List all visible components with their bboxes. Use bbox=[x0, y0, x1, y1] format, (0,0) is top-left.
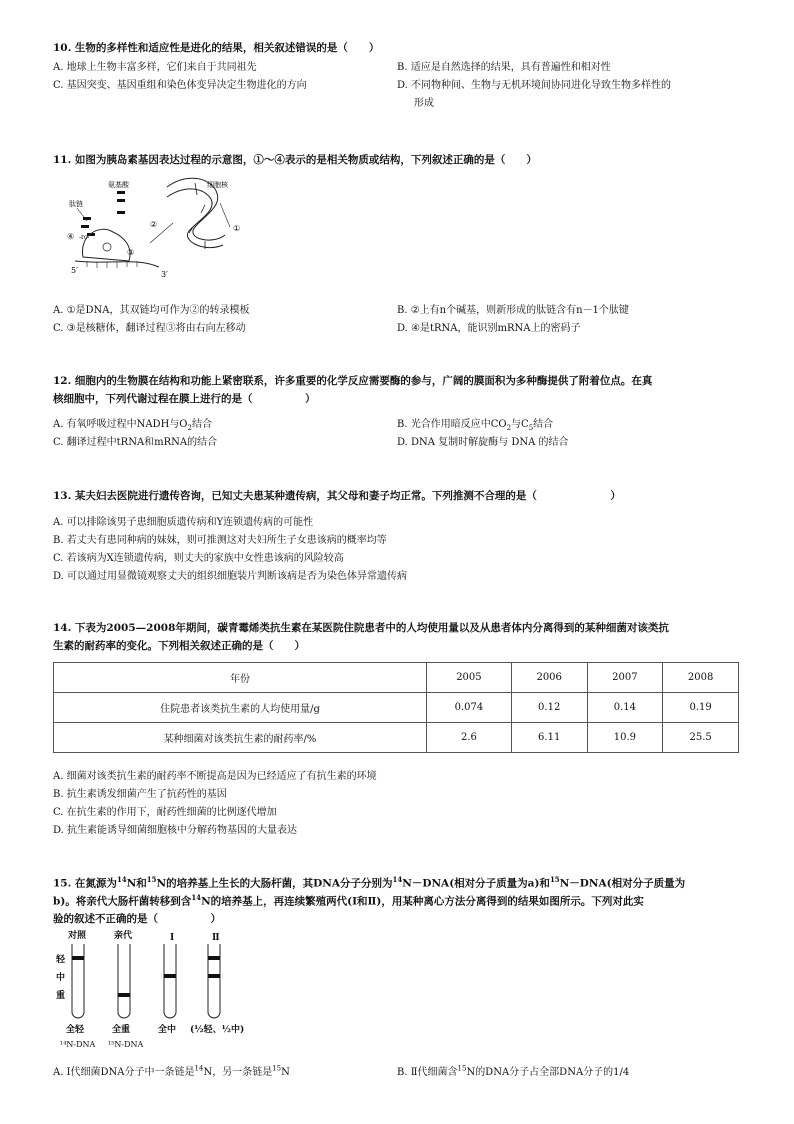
q10-option-c: C. 基因突变、基因重组和染色体变异决定生物进化的方向 bbox=[53, 80, 307, 91]
q13-option-b: B. 若丈夫有患同种病的妹妹，则可推测这对夫妇所生子女患该病的概率均等 bbox=[53, 535, 387, 546]
q14-option-d: D. 抗生素能诱导细菌细胞核中分解药物基因的大量表达 bbox=[53, 825, 298, 836]
col-control: 对照 bbox=[68, 931, 87, 941]
q12-option-c: C. 翻译过程中tRNA和mRNA的结合 bbox=[53, 437, 218, 448]
q10-option-a: A. 地球上生物丰富多样，它们来自于共同祖先 bbox=[53, 62, 257, 73]
label-3prime: 3′ bbox=[161, 270, 168, 279]
col-parent: 亲代 bbox=[114, 931, 133, 941]
q10-option-d-cont: 形成 bbox=[414, 98, 434, 109]
q12-option-b: B. 光合作用暗反应中$CO_2$与$C_5$结合 bbox=[397, 419, 554, 432]
q15-stem-cont: b)。将亲代大肠杆菌转移到含$^{14}$N的培养基上，再连续繁殖两代(Ⅰ和Ⅱ)，用某种离心方法分离得到的结果如图所示。下列对此实 bbox=[53, 893, 644, 908]
table-cell: 10.9 bbox=[587, 723, 663, 753]
table-header-cell: 2005 bbox=[427, 663, 512, 693]
q11-option-d: D. ④是tRNA，能识别mRNA上的密码子 bbox=[397, 323, 581, 334]
q10-stem: 10. 生物的多样性和适应性是进化的结果，相关叙述错误的是（ ） bbox=[53, 42, 380, 54]
q14-stem: 14. 下表为2005—2008年期间，碳青霉烯类抗生素在某医院住院患者中的人均使用量以及从患者体内分离得到的某种细菌对该类抗 bbox=[53, 622, 669, 634]
result-mix: (½轻、½中) bbox=[190, 1025, 245, 1035]
label-14n-dna: ¹⁴N-DNA bbox=[60, 1040, 96, 1049]
q10-option-b: B. 适应是自然选择的结果，具有普遍性和相对性 bbox=[397, 62, 611, 73]
svg-text:-rc-: -rc- bbox=[79, 234, 90, 241]
label-5prime: 5′ bbox=[71, 266, 78, 275]
label-1: ① bbox=[233, 224, 241, 233]
q15-option-a: A. Ⅰ代细菌DNA分子中一条链是$^{14}$N，另一条链是$^{15}$N bbox=[53, 1064, 290, 1078]
table-row bbox=[54, 693, 739, 723]
q11-option-b: B. ②上有n个碱基，则新形成的肽链含有n－1个肽键 bbox=[397, 305, 629, 316]
q15-stem-cont2: 验的叙述不正确的是（ ） bbox=[53, 913, 221, 925]
label-2: ② bbox=[150, 220, 158, 229]
q11-stem: 11. 如图为胰岛素基因表达过程的示意图，①～④表示的是相关物质或结构，下列叙述正确的是（ ） bbox=[53, 154, 537, 166]
label-4: ④ bbox=[67, 232, 75, 241]
q15-stem: 15. 在氮源为$^{14}$N和$^{15}$N的培养基上生长的大肠杆菌，其DNA分子分别为$^{14}$N－DNA(相对分子质量为a)和$^{15}$N－DNA(相对分子质量为 bbox=[53, 875, 686, 890]
centrifuge-figure bbox=[52, 926, 252, 1050]
q12-stem-cont: 核细胞中，下列代谢过程在膜上进行的是（ ） bbox=[53, 393, 316, 405]
table-cell: 25.5 bbox=[663, 723, 739, 753]
antibiotic-table bbox=[53, 662, 739, 753]
gene-expression-figure bbox=[55, 175, 255, 285]
table-cell: 某种细菌对该类抗生素的耐药率/% bbox=[54, 723, 427, 753]
band-control-light bbox=[72, 956, 84, 960]
band-gen1-medium bbox=[164, 974, 176, 978]
row-light: 轻 bbox=[56, 955, 66, 965]
q12-option-d: D. DNA 复制时解旋酶与 DNA 的结合 bbox=[397, 437, 569, 448]
row-heavy: 重 bbox=[56, 991, 66, 1001]
label-amino-acid: 氨基酸 bbox=[108, 181, 129, 189]
result-all-heavy: 全重 bbox=[112, 1025, 131, 1035]
q14-option-b: B. 抗生素诱发细菌产生了抗药性的基因 bbox=[53, 789, 227, 800]
table-cell: 6.11 bbox=[511, 723, 587, 753]
q11-option-a: A. ①是DNA，其双链均可作为②的转录模板 bbox=[53, 305, 250, 316]
table-row bbox=[54, 723, 739, 753]
q12-stem: 12. 细胞内的生物膜在结构和功能上紧密联系，许多重要的化学反应需要酶的参与，广阔的膜面积为多种酶提供了附着位点。在真 bbox=[53, 375, 653, 387]
col-gen2: Ⅱ bbox=[212, 933, 220, 943]
ribosome-icon bbox=[82, 229, 130, 261]
label-3: ③ bbox=[127, 248, 135, 257]
label-nucleus: 细胞核 bbox=[207, 181, 228, 189]
q10-option-d: D. 不同物种间、生物与无机环境间协同进化导致生物多样性的 bbox=[397, 80, 672, 91]
table-header-cell: 年份 bbox=[54, 663, 427, 693]
col-gen1: Ⅰ bbox=[170, 933, 175, 943]
table-cell: 0.14 bbox=[587, 693, 663, 723]
table-cell: 住院患者该类抗生素的人均使用量/g bbox=[54, 693, 427, 723]
q14-option-c: C. 在抗生素的作用下，耐药性细菌的比例逐代增加 bbox=[53, 807, 277, 818]
table-cell: 2.6 bbox=[427, 723, 512, 753]
table-header-cell: 2006 bbox=[511, 663, 587, 693]
result-all-light: 全轻 bbox=[66, 1025, 85, 1035]
table-header-cell: 2007 bbox=[587, 663, 663, 693]
q15-option-b: B. Ⅱ代细菌含$^{15}$N的DNA分子占全部DNA分子的1/4 bbox=[397, 1064, 630, 1078]
q13-option-d: D. 可以通过用显微镜观察丈夫的组织细胞装片判断该病是否为染色体异常遗传病 bbox=[53, 571, 408, 582]
table-header-row bbox=[54, 663, 739, 693]
q13-option-c: C. 若该病为X连锁遗传病，则丈夫的家族中女性患该病的风险较高 bbox=[53, 553, 344, 564]
band-gen2-light bbox=[208, 956, 220, 960]
result-all-medium: 全中 bbox=[158, 1025, 177, 1035]
q11-option-c: C. ③是核糖体，翻译过程③将由右向左移动 bbox=[53, 323, 246, 334]
q12-option-a: A. 有氧呼吸过程中NADH与$O_2$结合 bbox=[53, 419, 212, 432]
label-peptide: 肽链 bbox=[69, 200, 83, 208]
q13-option-a: A. 可以排除该男子患细胞质遗传病和Y连锁遗传病的可能性 bbox=[53, 517, 314, 528]
table-cell: 0.19 bbox=[663, 693, 739, 723]
band-parent-heavy bbox=[118, 993, 130, 997]
table-cell: 0.12 bbox=[511, 693, 587, 723]
q14-stem-cont: 生素的耐药率的变化。下列相关叙述正确的是（ ） bbox=[53, 640, 305, 652]
band-gen2-medium bbox=[208, 974, 220, 978]
table-cell: 0.074 bbox=[427, 693, 512, 723]
row-medium: 中 bbox=[56, 973, 66, 983]
table-header-cell: 2008 bbox=[663, 663, 739, 693]
q13-stem: 13. 某夫妇去医院进行遗传咨询，已知丈夫患某种遗传病，其父母和妻子均正常。下列推测不合理的是（ ） bbox=[53, 490, 621, 502]
q14-option-a: A. 细菌对该类抗生素的耐药率不断提高是因为已经适应了有抗生素的环境 bbox=[53, 771, 377, 782]
label-15n-dna: ¹⁵N-DNA bbox=[108, 1040, 144, 1049]
